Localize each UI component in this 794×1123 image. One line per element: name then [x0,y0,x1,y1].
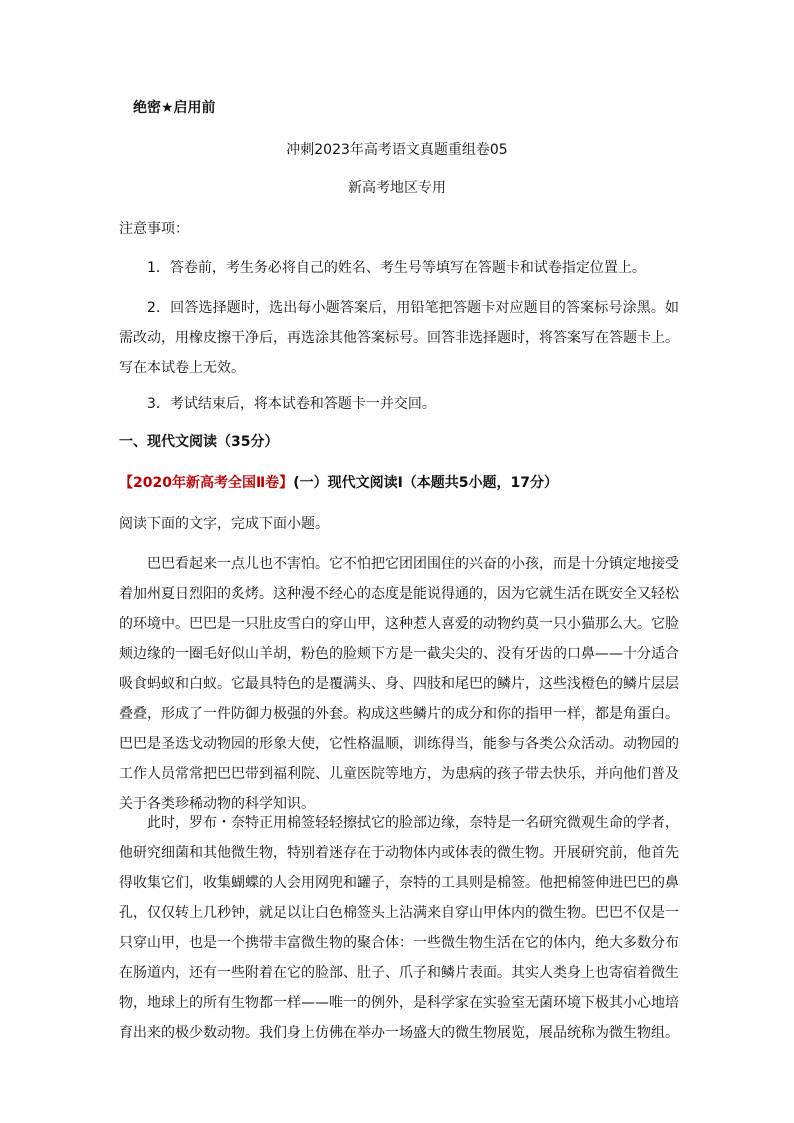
notice-item-3: 3．考试结束后，将本试卷和答题卡一并交回。 [147,396,436,412]
notice-item-1: 1．答卷前，考生务必将自己的姓名、考生号等填写在答题卡和试卷指定位置上。 [147,260,646,276]
question-title: (一）现代文阅读Ⅰ（本题共5小题，17分） [293,475,559,491]
notice-item-2: 2．回答选择题时，选出每小题答案后，用铅笔把答题卡对应题目的答案标号涂黑。如需改动，用橡皮擦干净后，再选涂其他答案标号。回答非选择题时，将答案写在答题卡上。写在本试卷上无效。 [119,300,679,376]
passage-paragraph-1: 巴巴看起来一点儿也不害怕。它不怕把它团团围住的兴奋的小孩，而是十分镇定地接受着加州夏日烈阳的炙烤。这种漫不经心的态度是能说得通的，因为它就生活在既安全又轻松的环境中。巴巴是一只肚皮雪白的穿山甲，这种惹人喜爱的动物约莫一只小猫那么大。它脸颊边缘的一圈毛好似山羊胡，粉色的脸颊下方是一截尖尖的、没有牙齿的口鼻——十分适合吸食蚂蚁和白蚁。它最具特色的是覆满头、身、四肢和尾巴的鳞片，这些浅橙色的鳞片层层叠叠，形成了一件防御力极强的外套。构成这些鳞片的成分和你的指甲一样，都是角蛋白。巴巴是圣迭戈动物园的形象大使，它性格温顺，训练得当，能参与各类公众活动。动物园的工作人员常常把巴巴带到福利院、儿童医院等地方，为患病的孩子带去快乐，并向他们普及关于各类珍稀动物的科学知识。 [119,556,679,812]
reading-instruction: 阅读下面的文字，完成下面小题。 [119,516,329,532]
exam-subtitle: 新高考地区专用 [348,180,446,196]
question-header [119,473,558,493]
secret-mark: 绝密★启用前 [133,100,216,116]
section-heading: 一、现代文阅读（35分） [119,434,279,450]
exam-title: 冲刺2023年高考语文真题重组卷05 [286,142,508,158]
question-source: 【2020年新高考全国Ⅱ卷】 [119,475,294,491]
passage-paragraph-2: 此时，罗布・奈特正用棉签轻轻擦拭它的脸部边缘，奈特是一名研究微观生命的学者，他研究细菌和其他微生物，特别着迷存在于动物体内或体表的微生物。开展研究前，他首先得收集它们，收集蝴蝶的人会用网兜和罐子，奈特的工具则是棉签。他把棉签伸进巴巴的鼻孔，仅仅转上几秒钟，就足以让白色棉签头上沾满来自穿山甲体内的微生物。巴巴不仅是一只穿山甲，也是一个携带丰富微生物的聚合体：一些微生物生活在它的体内，绝大多数分布在肠道内，还有一些附着在它的脸部、肚子、爪子和鳞片表面。其实人类身上也寄宿着微生物，地球上的所有生物都一样——唯一的例外，是科学家在实验室无菌环境下极其小心地培育出来的极少数动物。我们身上仿佛在举办一场盛大的微生物展览，展品统称为微生物组。 [119,815,679,1041]
notice-heading: 注意事项： [119,221,189,237]
